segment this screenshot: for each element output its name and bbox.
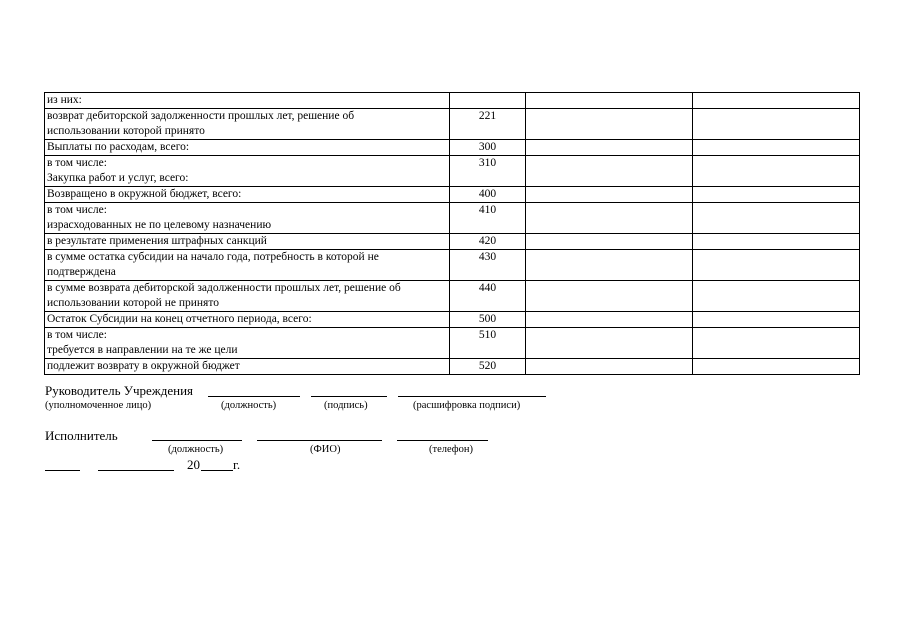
row-code-cell: 310	[450, 156, 526, 187]
row-name-line: использовании которой принято	[47, 125, 205, 137]
row-name-line: Возвращено в окружной бюджет, всего:	[47, 188, 242, 200]
row-name-line: в том числе:	[47, 157, 107, 169]
row-name-cell	[45, 187, 450, 203]
row-name-cell	[45, 250, 450, 281]
row-name-cell	[45, 359, 450, 375]
executor-phone-line	[397, 440, 488, 441]
table-row	[45, 312, 860, 328]
table-row	[45, 250, 860, 281]
row-name-cell	[45, 312, 450, 328]
table-row	[45, 328, 860, 359]
row-code-cell: 420	[450, 234, 526, 250]
row-name-line: израсходованных не по целевому назначению	[47, 219, 272, 231]
row-name-cell	[45, 140, 450, 156]
row-name-line: Выплаты по расходам, всего:	[47, 141, 190, 153]
table-row	[45, 93, 860, 109]
executor-name-caption: (ФИО)	[310, 444, 341, 455]
row-name-line: в сумме остатка субсидии на начало года, потребность в которой не	[47, 251, 379, 263]
row-name-cell	[45, 109, 450, 140]
head-signature-line	[311, 396, 387, 397]
row-name-cell	[45, 156, 450, 187]
row-value-cell	[526, 359, 693, 375]
table-row	[45, 359, 860, 375]
row-name-cell	[45, 281, 450, 312]
authorized-person-caption: (уполномоченное лицо)	[45, 400, 152, 411]
row-value-cell	[526, 250, 693, 281]
table-row	[45, 187, 860, 203]
report-table-body	[45, 93, 860, 375]
table-row	[45, 109, 860, 140]
row-value-cell	[693, 187, 860, 203]
date-day-line	[45, 470, 80, 471]
row-name-line: в том числе:	[47, 204, 107, 216]
signature-caption: (подпись)	[324, 400, 368, 411]
row-value-cell	[526, 109, 693, 140]
subsidy-report-table	[44, 92, 860, 375]
row-name-cell	[45, 234, 450, 250]
row-value-cell	[693, 328, 860, 359]
row-code-cell: 300	[450, 140, 526, 156]
row-value-cell	[526, 328, 693, 359]
row-name-line: в сумме возврата дебиторской задолженности прошлых лет, решение об	[47, 282, 401, 294]
row-code-cell: 500	[450, 312, 526, 328]
row-value-cell	[526, 203, 693, 234]
date-year-line	[201, 470, 233, 471]
table-row	[45, 156, 860, 187]
row-name-line: Остаток Субсидии на конец отчетного периода, всего:	[47, 313, 312, 325]
date-year-prefix: 20	[187, 457, 200, 472]
row-value-cell	[693, 359, 860, 375]
row-code-cell: 510	[450, 328, 526, 359]
row-value-cell	[526, 281, 693, 312]
row-code-cell	[450, 93, 526, 109]
signature-decoding-caption: (расшифровка подписи)	[413, 400, 521, 411]
position-caption: (должность)	[221, 400, 277, 411]
row-code-cell: 520	[450, 359, 526, 375]
row-code-cell: 440	[450, 281, 526, 312]
row-code-cell: 410	[450, 203, 526, 234]
date-year-suffix: г.	[233, 457, 241, 472]
table-row	[45, 140, 860, 156]
executor-phone-caption: (телефон)	[429, 444, 473, 455]
row-code-cell: 221	[450, 109, 526, 140]
row-name-line: требуется в направлении на те же цели	[47, 344, 238, 356]
row-code-cell: 400	[450, 187, 526, 203]
executor-name-line	[257, 440, 382, 441]
row-value-cell	[693, 140, 860, 156]
date-month-line	[98, 470, 174, 471]
row-value-cell	[693, 203, 860, 234]
row-name-line: из них:	[47, 94, 82, 106]
row-name-line: подтверждена	[47, 266, 116, 278]
row-name-line: возврат дебиторской задолженности прошлых лет, решение об	[47, 110, 355, 122]
head-label: Руководитель Учреждения	[45, 383, 194, 398]
row-value-cell	[526, 312, 693, 328]
row-value-cell	[526, 156, 693, 187]
row-value-cell	[526, 93, 693, 109]
row-value-cell	[693, 93, 860, 109]
row-name-line: подлежит возврату в окружной бюджет	[47, 360, 240, 372]
row-name-line: использовании которой не принято	[47, 297, 219, 309]
row-value-cell	[693, 109, 860, 140]
head-decoding-line	[398, 396, 546, 397]
row-name-cell	[45, 328, 450, 359]
row-value-cell	[526, 234, 693, 250]
row-value-cell	[526, 140, 693, 156]
table-row	[45, 234, 860, 250]
table-row	[45, 281, 860, 312]
row-value-cell	[693, 281, 860, 312]
row-value-cell	[693, 312, 860, 328]
executor-position-caption: (должность)	[168, 444, 224, 455]
row-name-cell	[45, 203, 450, 234]
row-name-line: Закупка работ и услуг, всего:	[47, 172, 189, 184]
row-value-cell	[693, 156, 860, 187]
row-value-cell	[693, 250, 860, 281]
row-name-line: в том числе:	[47, 329, 107, 341]
row-value-cell	[693, 234, 860, 250]
row-code-cell: 430	[450, 250, 526, 281]
row-name-line: в результате применения штрафных санкций	[47, 235, 267, 247]
table-row	[45, 203, 860, 234]
executor-position-line	[152, 440, 242, 441]
row-name-cell	[45, 93, 450, 109]
head-position-line	[208, 396, 300, 397]
row-value-cell	[526, 187, 693, 203]
executor-label: Исполнитель	[45, 428, 118, 443]
